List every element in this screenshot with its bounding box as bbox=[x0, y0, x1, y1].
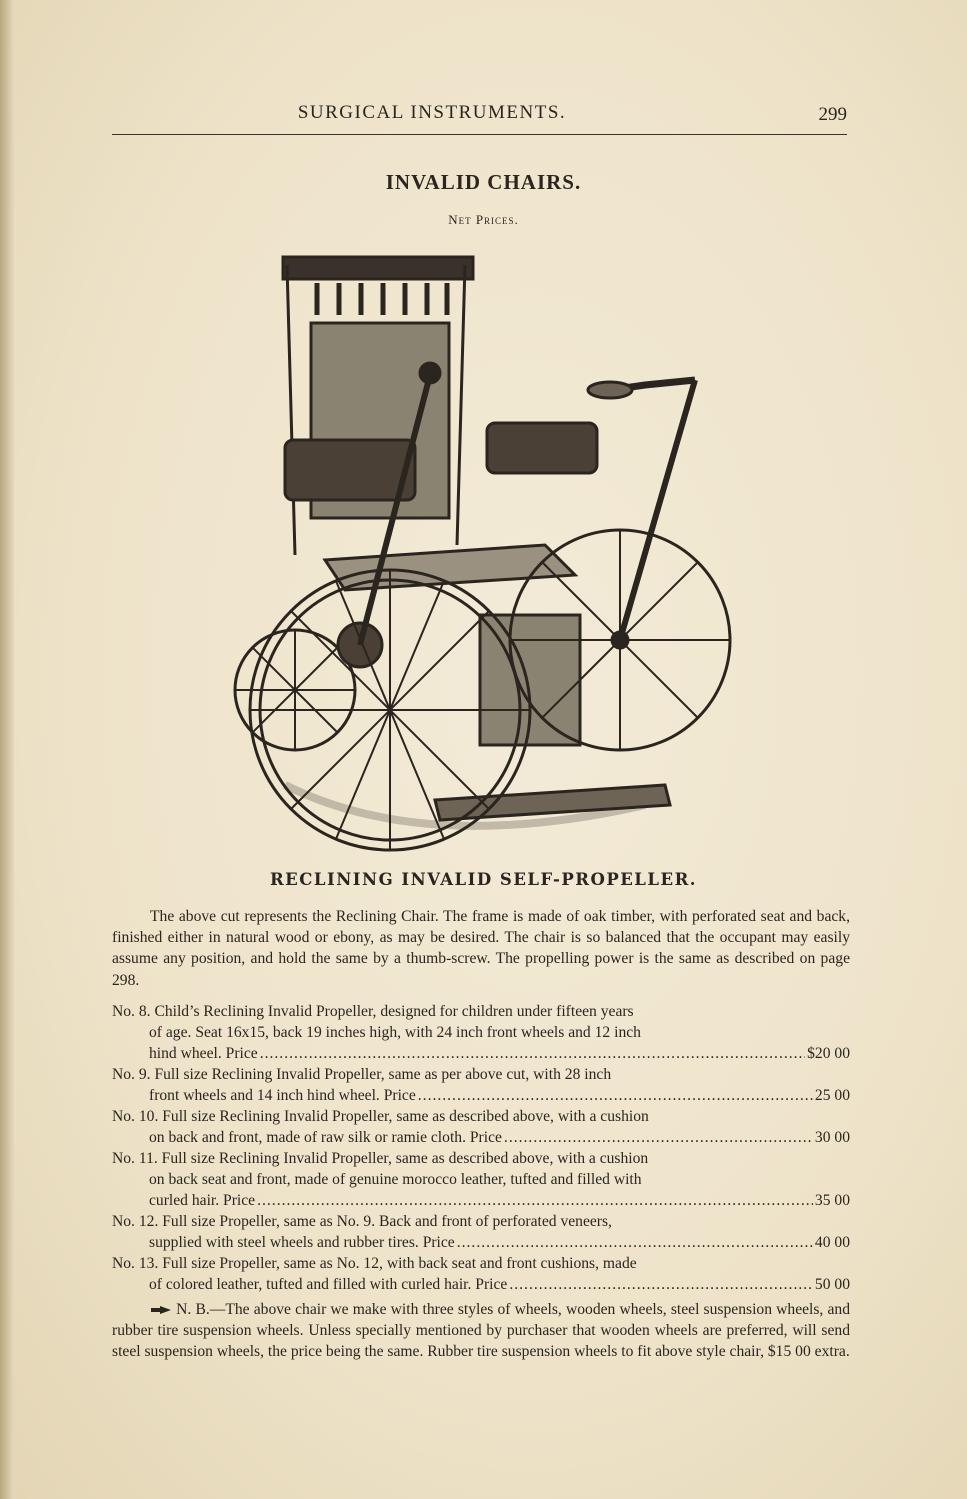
item-price-label: curled hair. Price bbox=[149, 1192, 256, 1210]
dot-leader bbox=[509, 1274, 813, 1295]
item-description-line: No. 11. Full size Reclining Invalid Propeller, same as described above, with a cushion bbox=[112, 1150, 649, 1167]
price-list-item bbox=[112, 1253, 850, 1295]
running-head-title: SURGICAL INSTRUMENTS. bbox=[297, 102, 567, 123]
item-price: 35 00 bbox=[814, 1192, 850, 1210]
price-list-item bbox=[112, 1106, 850, 1148]
item-price: 50 00 bbox=[814, 1276, 850, 1294]
item-price-label: hind wheel. Price bbox=[149, 1045, 258, 1063]
dot-leader bbox=[418, 1085, 813, 1106]
price-list-item bbox=[112, 1064, 850, 1106]
dot-leader bbox=[260, 1043, 805, 1064]
item-description-line: No. 12. Full size Propeller, same as No. 9. Back and front of perforated veneers, bbox=[112, 1213, 612, 1230]
dot-leader bbox=[504, 1127, 813, 1148]
wheelchair-illustration bbox=[225, 245, 735, 865]
item-price-label: of colored leather, tufted and filled with curled hair. Price bbox=[149, 1276, 508, 1294]
item-price: 25 00 bbox=[814, 1087, 850, 1105]
page-number: 299 bbox=[818, 104, 847, 125]
intro-paragraph: The above cut represents the Reclining Chair. The frame is made of oak timber, with perforated seat and back, finished either in natural wood or ebony, as may be desired. The chair is so balanced that the occupant may easily assume any position, and hold the same by a thumb-screw. The propelling power is the same as described on page 298. bbox=[112, 908, 850, 989]
item-description-line: No. 8. Child’s Reclining Invalid Propeller, designed for children under fifteen years bbox=[112, 1003, 634, 1020]
item-description-line: of age. Seat 16x15, back 19 inches high, with 24 inch front wheels and 12 inch bbox=[149, 1024, 641, 1042]
item-price-line bbox=[112, 1127, 850, 1148]
running-head bbox=[112, 98, 847, 135]
item-price-line bbox=[112, 1043, 850, 1064]
section-title: INVALID CHAIRS. bbox=[385, 170, 582, 194]
note-text: N. B.—The above chair we make with three styles of wheels, wooden wheels, steel suspension wheels, and rubber tire suspension wheels. Unless specially mentioned by purchaser that wooden wheels are preferred, will send steel suspension wheels, the price being the same. Rubber tire suspension wheels to fit above style chair, $15 00 extra. bbox=[112, 1301, 850, 1361]
item-price-label: front wheels and 14 inch hind wheel. Price bbox=[149, 1087, 416, 1105]
item-description-line: No. 10. Full size Reclining Invalid Propeller, same as described above, with a cushion bbox=[112, 1108, 649, 1125]
item-price-line bbox=[112, 1190, 850, 1211]
item-description-line: on back seat and front, made of genuine morocco leather, tufted and filled with bbox=[149, 1171, 642, 1189]
price-list-item bbox=[112, 1001, 850, 1065]
item-price: $20 00 bbox=[807, 1045, 850, 1063]
price-list-item bbox=[112, 1148, 850, 1212]
item-price-label: supplied with steel wheels and rubber tires. Price bbox=[149, 1234, 455, 1252]
item-price-label: on back and front, made of raw silk or ramie cloth. Price bbox=[149, 1129, 502, 1147]
dot-leader bbox=[457, 1232, 813, 1253]
illustration-caption: RECLINING INVALID SELF-PROPELLER. bbox=[269, 870, 698, 889]
price-list-item bbox=[112, 1211, 850, 1253]
item-price-line bbox=[112, 1232, 850, 1253]
section-subtitle: Net Prices. bbox=[448, 212, 519, 227]
item-description-line: No. 9. Full size Reclining Invalid Propeller, same as per above cut, with 28 inch bbox=[112, 1066, 612, 1083]
dot-leader bbox=[257, 1190, 813, 1211]
item-price-line bbox=[112, 1274, 850, 1295]
item-price: 30 00 bbox=[814, 1129, 850, 1147]
item-price-line bbox=[112, 1085, 850, 1106]
pointing-hand-icon bbox=[150, 1304, 172, 1316]
item-price: 40 00 bbox=[814, 1234, 850, 1252]
item-description-line: No. 13. Full size Propeller, same as No. 12, with back seat and front cushions, made bbox=[112, 1255, 637, 1272]
note-paragraph bbox=[112, 1299, 850, 1363]
